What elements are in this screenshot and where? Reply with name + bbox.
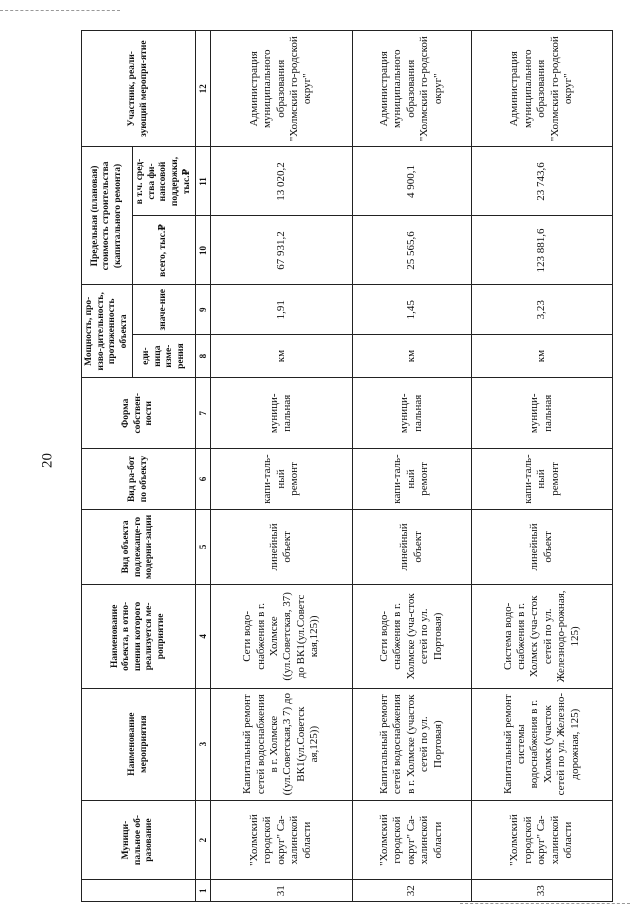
header-unit: еди-ница изме-рения: [133, 335, 196, 378]
work-type-cell: капи-таль-ный ремонт: [211, 449, 352, 509]
column-number: 4: [196, 585, 211, 688]
participant-cell: Администрация муниципального образования "Холмский го-родской округ": [352, 31, 471, 147]
program-table: [81, 30, 613, 902]
column-number: 8: [196, 335, 211, 378]
header-cost-total: всего, тыс.₽: [133, 216, 196, 285]
column-number: 10: [196, 216, 211, 285]
ownership-cell: муници-пальная: [352, 378, 471, 449]
program-table-container: [81, 30, 613, 902]
column-number: 5: [196, 509, 211, 584]
municipality-cell: "Холмский городской округ" Са-халинской области: [211, 800, 352, 880]
ownership-cell: муници-пальная: [471, 378, 612, 449]
unit-cell: км: [471, 335, 612, 378]
column-number: 12: [196, 31, 211, 147]
column-number: 3: [196, 688, 211, 800]
header-municipality: Муници-пальное об-разование: [82, 800, 196, 880]
work-type-cell: капи-таль-ный ремонт: [471, 449, 612, 509]
header-col-1: [82, 880, 196, 902]
header-cost-support: в т.ч. сред-ства фи-нансовой поддержки, тыс.₽: [133, 147, 196, 216]
header-object-type: Вид объекта подлежаще-го модерни-зации: [82, 509, 196, 584]
work-type-cell: капи-таль-ный ремонт: [352, 449, 471, 509]
object-cell: Сети водо-снабжения в г. Холмске ((ул.Советская, 37) до ВК1(ул.Советс кая,125)): [211, 585, 352, 688]
cost-total-cell: 67 931,2: [211, 216, 352, 285]
row-number: 32: [352, 880, 471, 902]
measure-cell: Капитальный ремонт сетей водоснабжения в г. Холмске ((ул.Советская,3 7) до ВК1(ул.Советск ая,125)): [211, 688, 352, 800]
object-type-cell: линейный объект: [471, 509, 612, 584]
header-capacity: Мощность, про-изво-дительность, протяженность объекта: [82, 285, 133, 378]
cost-support-cell: 4 900,1: [352, 147, 471, 216]
scan-artifact-line: [460, 903, 630, 904]
header-value: значе-ние: [133, 285, 196, 335]
unit-cell: км: [211, 335, 352, 378]
page-number: 20: [39, 453, 56, 468]
table-row: [211, 31, 352, 902]
cost-support-cell: 23 743,6: [471, 147, 612, 216]
header-object-name: Наименование объекта, в отно-шении которого реализуется ме-роприятие: [82, 585, 196, 688]
value-cell: 1,45: [352, 285, 471, 335]
column-number-row: [196, 31, 211, 902]
object-cell: Сети водо-снабжения в г. Холмске (уча-сток сетей по ул. Портовая): [352, 585, 471, 688]
header-work-type: Вид ра-бот по объекту: [82, 449, 196, 509]
header-row-top: [82, 31, 133, 902]
cost-total-cell: 25 565,6: [352, 216, 471, 285]
header-participant: Участник, реали-зующий меропри-ятие: [82, 31, 196, 147]
cost-total-cell: 123 881,6: [471, 216, 612, 285]
header-ownership: Форма собствен-ности: [82, 378, 196, 449]
table-row: [352, 31, 471, 902]
measure-cell: Капитальный ремонт системы водоснабжения в г. Холмск (участок сетей по ул. Железно-дорожная, 125): [471, 688, 612, 800]
participant-cell: Администрация муниципального образования "Холмский го-родской округ": [471, 31, 612, 147]
column-number: 11: [196, 147, 211, 216]
header-cost: Предельная (плановая) стоимость строительства (капитального ремонта): [82, 147, 133, 285]
measure-cell: Капитальный ремонт сетей водоснабжения в г. Холмске (участок сетей по ул. Портовая): [352, 688, 471, 800]
column-number: 1: [196, 880, 211, 902]
column-number: 2: [196, 800, 211, 880]
ownership-cell: муници-пальная: [211, 378, 352, 449]
object-cell: Система водо-снабжения в г. Холмск (уча-сток сетей по ул. Железнодо-рожная, 125): [471, 585, 612, 688]
table-row: [471, 31, 612, 902]
column-number: 9: [196, 285, 211, 335]
object-type-cell: линейный объект: [211, 509, 352, 584]
value-cell: 3,23: [471, 285, 612, 335]
unit-cell: км: [352, 335, 471, 378]
row-number: 31: [211, 880, 352, 902]
value-cell: 1,91: [211, 285, 352, 335]
cost-support-cell: 13 020,2: [211, 147, 352, 216]
row-number: 33: [471, 880, 612, 902]
header-measure: Наименование мероприятия: [82, 688, 196, 800]
scan-artifact-line: [0, 10, 120, 11]
column-number: 6: [196, 449, 211, 509]
object-type-cell: линейный объект: [352, 509, 471, 584]
municipality-cell: "Холмский городской округ" Са-халинской области: [471, 800, 612, 880]
column-number: 7: [196, 378, 211, 449]
municipality-cell: "Холмский городской округ" Са-халинской области: [352, 800, 471, 880]
participant-cell: Администрация муниципального образования "Холмский го-родской округ": [211, 31, 352, 147]
